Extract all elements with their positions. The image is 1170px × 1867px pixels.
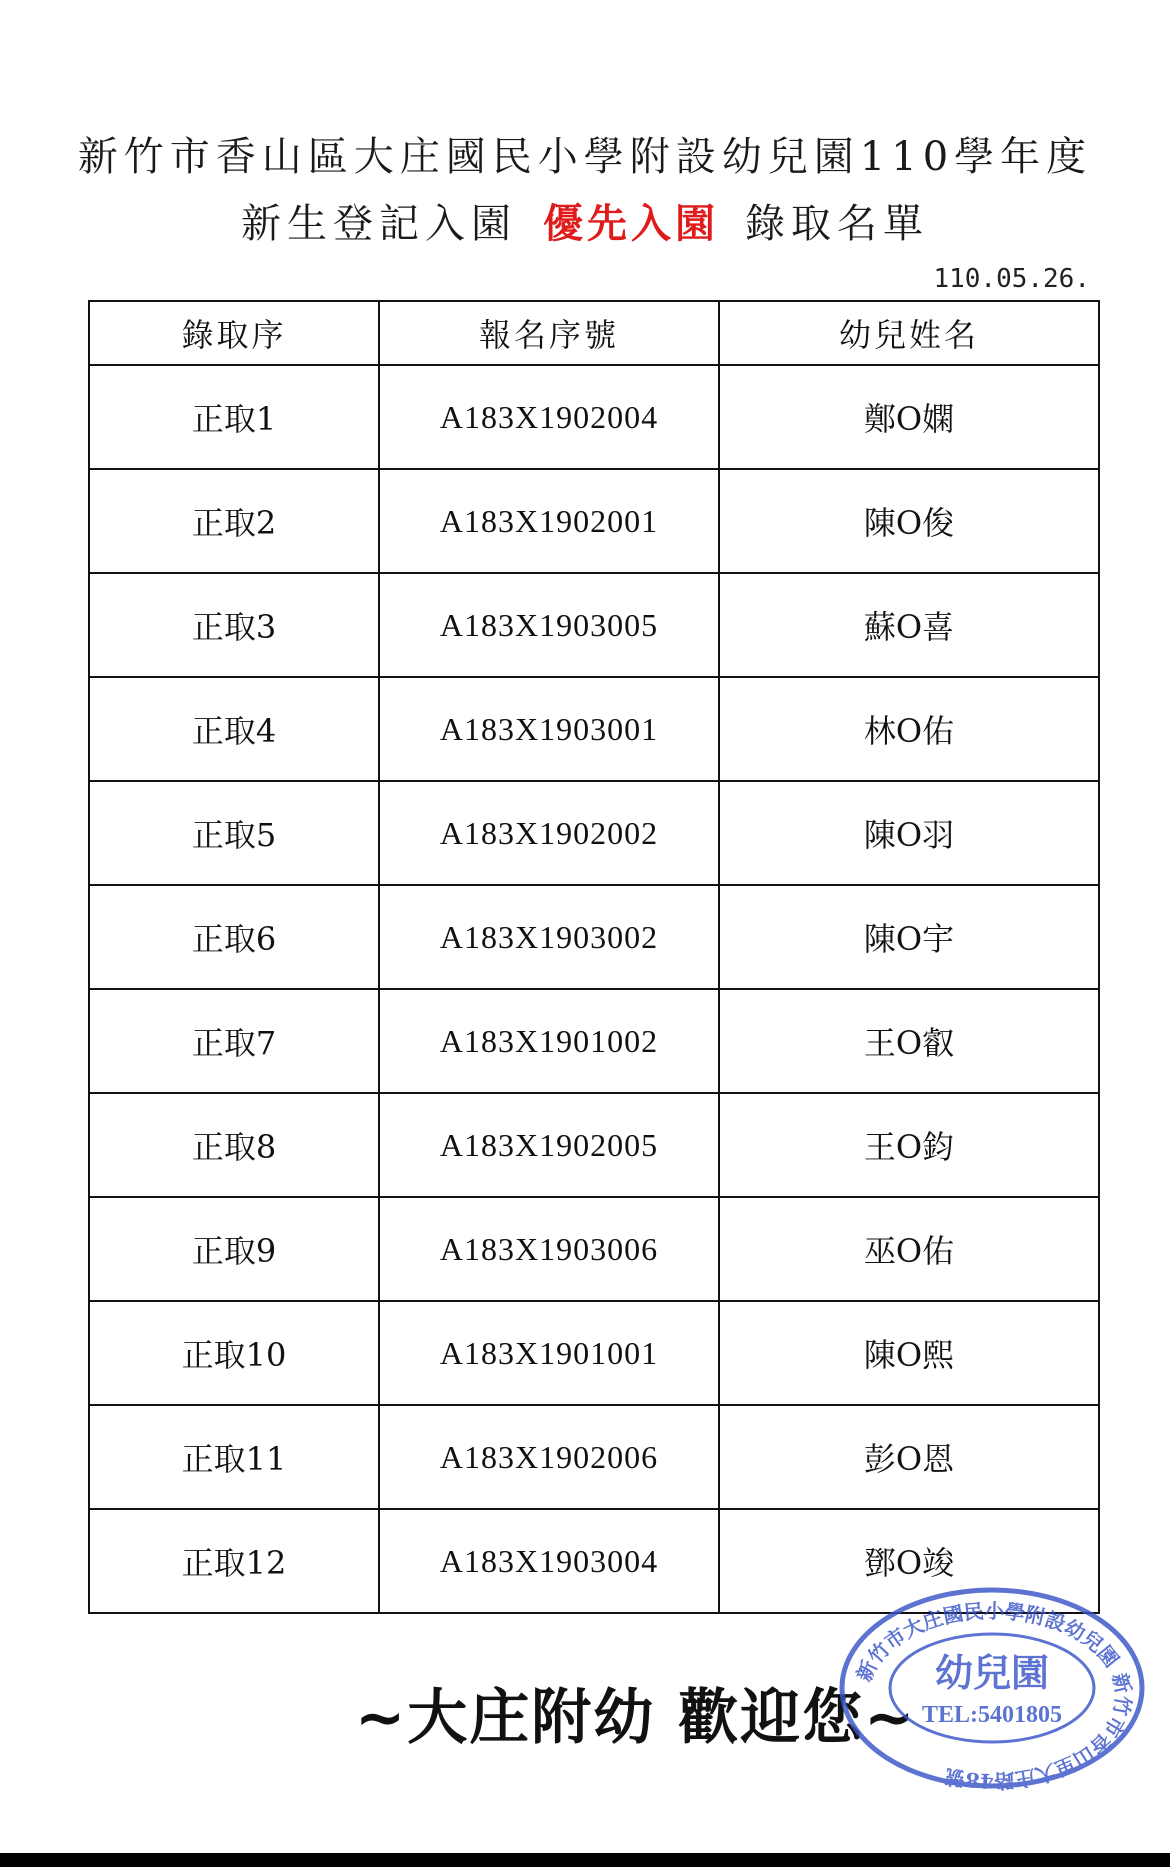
page-title: 新竹市香山區大庄國民小學附設幼兒園110學年度: [77, 134, 1093, 180]
registration-code-cell: A183X1902002: [379, 781, 719, 885]
table-row: [89, 1197, 1099, 1301]
welcome-slogan: ~大庄附幼 歡迎您~: [355, 1683, 917, 1753]
table-row: [89, 677, 1099, 781]
subtitle-prefix: 新生登記入園: [241, 201, 517, 247]
registration-code-cell: A183X1902005: [379, 1093, 719, 1197]
child-name-cell: 鄭O嫻: [719, 365, 1099, 469]
stamp-outer-textpath: 新竹市大庄國民小學附設幼兒園 新竹市香山里大庄路48號: [851, 1598, 1136, 1794]
rank-cell: 正取8: [89, 1093, 379, 1197]
registration-code-cell: A183X1903004: [379, 1509, 719, 1613]
table-header-row: [89, 301, 1099, 365]
child-name-cell: 陳O羽: [719, 781, 1099, 885]
child-name-cell: 彭O恩: [719, 1405, 1099, 1509]
child-name-cell: 王O叡: [719, 989, 1099, 1093]
child-name-cell: 陳O熙: [719, 1301, 1099, 1405]
subtitle-highlight: 優先入園: [543, 200, 719, 247]
child-name-cell: 王O鈞: [719, 1093, 1099, 1197]
rank-cell: 正取10: [89, 1301, 379, 1405]
page-bottom-border: [0, 1853, 1170, 1867]
admission-table: [88, 300, 1100, 1614]
school-seal-stamp: [832, 1578, 1152, 1798]
rank-cell: 正取2: [89, 469, 379, 573]
child-name-cell: 鄧O竣: [719, 1509, 1099, 1613]
child-name-cell: 蘇O喜: [719, 573, 1099, 677]
table-row: [89, 1093, 1099, 1197]
rank-cell: 正取5: [89, 781, 379, 885]
table-row: [89, 469, 1099, 573]
child-name-cell: 陳O宇: [719, 885, 1099, 989]
page-subtitle: [0, 192, 1170, 249]
registration-code-cell: A183X1902004: [379, 365, 719, 469]
rank-cell: 正取1: [89, 365, 379, 469]
registration-code-cell: A183X1901001: [379, 1301, 719, 1405]
rank-cell: 正取9: [89, 1197, 379, 1301]
rank-cell: 正取12: [89, 1509, 379, 1613]
stamp-center-text: 幼兒園: [934, 1650, 1050, 1695]
table-row: [89, 365, 1099, 469]
rank-cell: 正取6: [89, 885, 379, 989]
table-row: [89, 781, 1099, 885]
table-row: [89, 885, 1099, 989]
rank-cell: 正取11: [89, 1405, 379, 1509]
registration-code-cell: A183X1903006: [379, 1197, 719, 1301]
table-row: [89, 989, 1099, 1093]
registration-code-cell: A183X1903005: [379, 573, 719, 677]
registration-code-cell: A183X1902001: [379, 469, 719, 573]
column-header-code: 報名序號: [379, 301, 719, 365]
table-row: [89, 573, 1099, 677]
rank-cell: 正取4: [89, 677, 379, 781]
child-name-cell: 林O佑: [719, 677, 1099, 781]
rank-cell: 正取7: [89, 989, 379, 1093]
registration-code-cell: A183X1903001: [379, 677, 719, 781]
announcement-date: 110.05.26.: [933, 264, 1090, 294]
registration-code-cell: A183X1902006: [379, 1405, 719, 1509]
registration-code-cell: A183X1901002: [379, 989, 719, 1093]
stamp-tel-text: TEL:5401805: [921, 1702, 1063, 1728]
child-name-cell: 陳O俊: [719, 469, 1099, 573]
child-name-cell: 巫O佑: [719, 1197, 1099, 1301]
rank-cell: 正取3: [89, 573, 379, 677]
registration-code-cell: A183X1903002: [379, 885, 719, 989]
column-header-name: 幼兒姓名: [719, 301, 1099, 365]
table-row: [89, 1405, 1099, 1509]
subtitle-suffix: 錄取名單: [745, 201, 929, 247]
table-row: [89, 1301, 1099, 1405]
table-body: [89, 365, 1099, 1613]
column-header-rank: 錄取序: [89, 301, 379, 365]
